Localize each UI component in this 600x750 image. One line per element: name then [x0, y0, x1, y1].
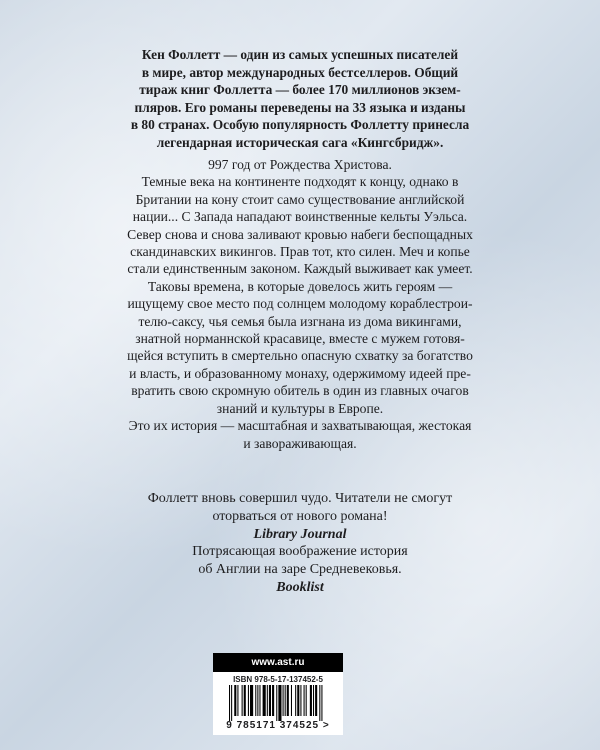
barcode-bar [283, 685, 284, 716]
barcode-number: 9 785171 374525 > [226, 720, 330, 731]
synopsis-line: Это их история — масштабная и захватывающая, жестокая [128, 418, 472, 434]
barcode-bar [244, 685, 246, 716]
bio-line: в мире, автор международных бестселлеров. Общий [141, 64, 459, 80]
review-quote [70, 543, 530, 597]
barcode-icon [223, 685, 333, 721]
synopsis-line: Таковы времена, в которые довелось жить героям — [147, 278, 453, 294]
synopsis-line: 997 год от Рождества Христова. [208, 157, 392, 172]
review-quote [70, 490, 530, 544]
barcode-bar [234, 685, 236, 716]
barcode-bar [259, 685, 260, 716]
barcode-bar [267, 685, 268, 716]
synopsis-line: и власть, и образованному монаху, одержимому идеей пре- [129, 365, 471, 381]
barcode-bar [321, 685, 322, 721]
bio-line: в 80 странах. Особую популярность Фоллетту принесла [130, 117, 470, 132]
quote-source: Library Journal [253, 527, 347, 542]
synopsis-line: Север снова и снова заливают кровью набеги беспощадных [127, 226, 473, 242]
quote-line: Потрясающая воображение история [192, 544, 408, 559]
synopsis-line: знаний и культуры в Европе. [216, 400, 384, 416]
barcode-bar [306, 685, 307, 716]
bio-line: пляров. Его романы переведены на 33 языка и изданы [134, 99, 466, 115]
barcode-bar [313, 685, 314, 716]
barcode-bar [237, 685, 238, 716]
barcode-bar [242, 685, 243, 716]
author-bio [70, 46, 530, 151]
barcode-bar [229, 685, 230, 721]
barcode-bar [257, 685, 258, 716]
barcode-bar [250, 685, 253, 716]
quote-line: об Англии на заре Средневековья. [198, 562, 402, 577]
bio-line: тираж книг Фоллетта — более 170 миллионов экзем- [139, 82, 461, 97]
bio-line: Кен Фоллетт — один из самых успешных писателей [141, 47, 459, 62]
synopsis-line: нации... С Запада нападают воинственные кельты Уэльса. [132, 209, 468, 225]
synopsis-line: и завораживающая. [243, 435, 357, 451]
barcode-bar [295, 685, 296, 716]
synopsis-line: щейся вступить в смертельно опасную схватку за богатство [127, 348, 473, 364]
barcode-bar [315, 685, 317, 716]
barcode-bar [272, 685, 274, 716]
synopsis-line: Британии на кону стоит само существование английской [135, 191, 465, 207]
barcode-bar [287, 685, 289, 716]
isbn-text: ISBN 978-5-17-137452-5 [233, 675, 323, 684]
barcode-bar [263, 685, 266, 716]
barcode-bar [231, 685, 232, 721]
barcode-bar [255, 685, 256, 716]
barcode-label [213, 653, 343, 735]
quote-source: Booklist [276, 580, 324, 595]
barcode-bar [297, 685, 299, 716]
synopsis-line: ищущему свое место под солнцем молодому кораблестрои- [127, 296, 473, 312]
synopsis-line: скандинавских викингов. Прав тот, кто силен. Меч и копье [130, 244, 470, 260]
synopsis-line: телю-саксу, чья семья была изгнана из дома викингами, [138, 313, 462, 329]
barcode-bar [310, 685, 312, 716]
barcode-bar [269, 685, 271, 716]
barcode-bar [276, 685, 277, 721]
barcode-bar [319, 685, 320, 721]
publisher-website: www.ast.ru [213, 653, 343, 672]
barcode-bar [304, 685, 305, 716]
barcode-bar [248, 685, 249, 716]
quote-line: оторваться от нового романа! [212, 509, 388, 524]
barcode-bar [285, 685, 286, 716]
synopsis-line: знатной норманнской красавице, вместе с мужем готовя- [135, 331, 465, 347]
synopsis-line: стали единственным законом. Каждый выживает как умеет. [127, 261, 473, 277]
barcode-bar [300, 685, 301, 716]
book-synopsis [70, 156, 530, 452]
synopsis-line: вратить свою скромную обитель в один из главных очагов [131, 383, 469, 399]
barcode-bar [291, 685, 292, 716]
bio-line: легендарная историческая сага «Кингсбридж». [156, 134, 444, 150]
barcode-bar [278, 685, 281, 721]
synopsis-line: Темные века на континенте подходят к концу, однако в [141, 174, 459, 190]
quote-line: Фоллетт вновь совершил чудо. Читатели не смогут [147, 491, 453, 506]
